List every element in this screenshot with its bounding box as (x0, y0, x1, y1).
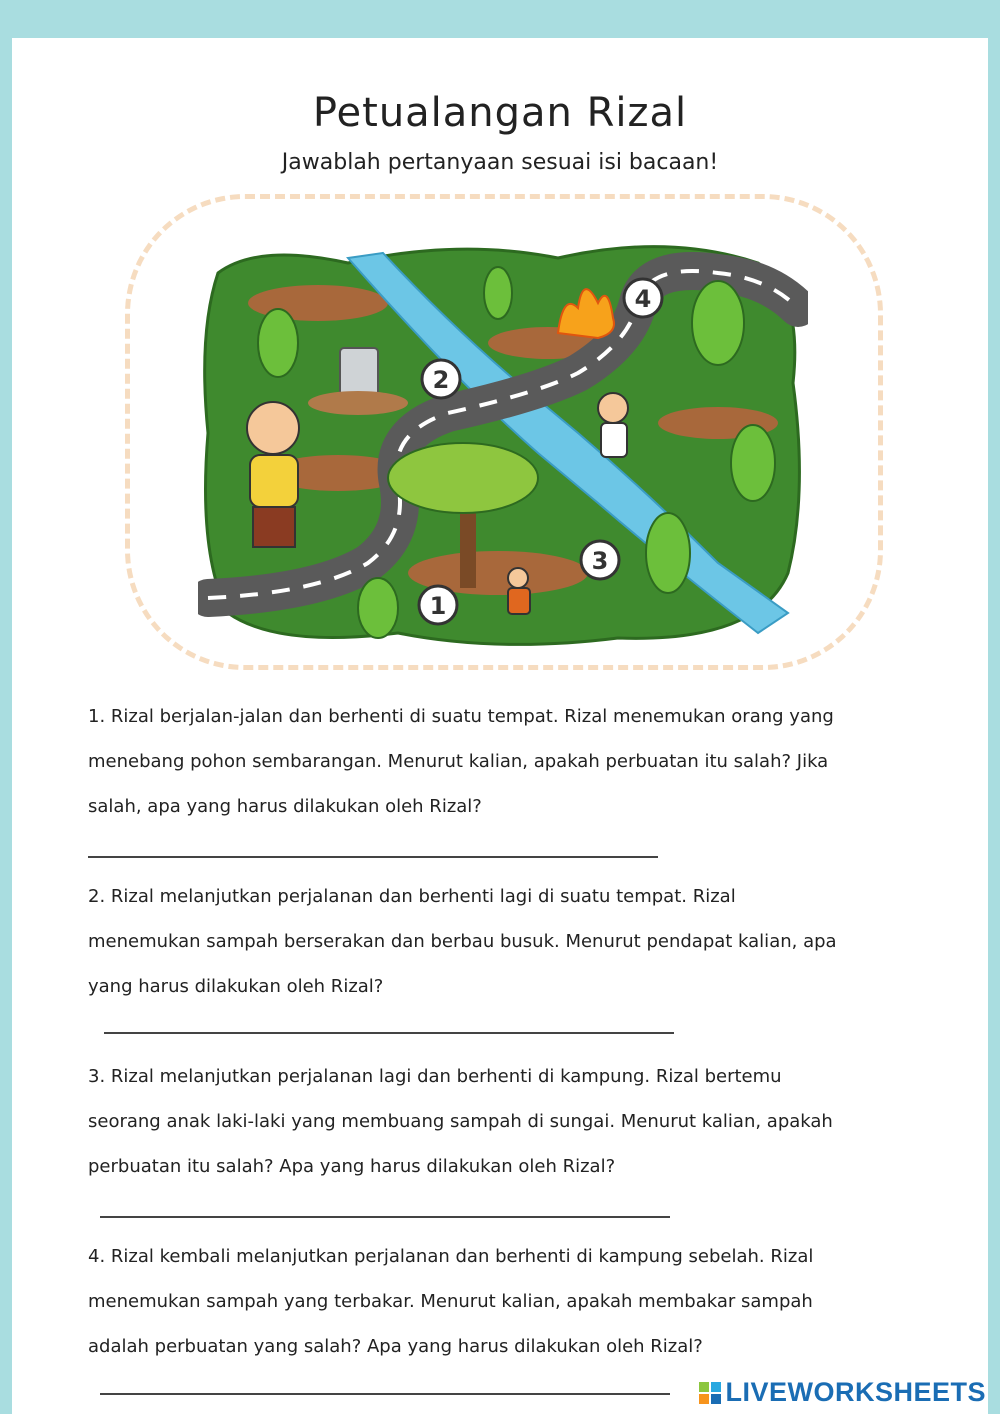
question-line: salah, apa yang harus dilakukan oleh Rizal? (88, 796, 482, 817)
rizal-body (250, 455, 298, 507)
question-line: menebang pohon sembarangan. Menurut kalian, apakah perbuatan itu salah? Jika (88, 751, 829, 772)
question-4 (88, 1234, 948, 1369)
liveworksheets-icon (699, 1382, 721, 1404)
tree-crown (388, 443, 538, 513)
woodcutter-body (508, 588, 530, 614)
bush (258, 309, 298, 377)
question-line: 2. Rizal melanjutkan perjalanan dan berhenti lagi di suatu tempat. Rizal (88, 886, 736, 907)
marker-4 (624, 279, 662, 317)
trash-bin (340, 348, 378, 398)
question-2 (88, 874, 948, 1009)
answer-line-3[interactable] (100, 1216, 670, 1218)
question-line: yang harus dilakukan oleh Rizal? (88, 976, 384, 997)
liveworksheets-logo[interactable] (699, 1377, 986, 1408)
answer-line-2[interactable] (104, 1032, 674, 1034)
bush (692, 281, 744, 365)
marker-2 (422, 360, 460, 398)
worksheet-page (12, 38, 988, 1414)
page-subtitle: Jawablah pertanyaan sesuai isi bacaan! (281, 150, 719, 175)
marker-label: 2 (432, 366, 450, 394)
question-line: menemukan sampah berserakan dan berbau busuk. Menurut pendapat kalian, apa (88, 931, 837, 952)
page-title: Petualangan Rizal (312, 90, 688, 136)
question-line: 4. Rizal kembali melanjutkan perjalanan dan berhenti di kampung sebelah. Rizal (88, 1246, 814, 1267)
marker-label: 3 (591, 547, 609, 575)
question-line: seorang anak laki-laki yang membuang sampah di sungai. Menurut kalian, apakah (88, 1111, 833, 1132)
adventure-map-illustration (198, 233, 808, 653)
question-3 (88, 1054, 948, 1189)
question-1 (88, 694, 948, 829)
bush (646, 513, 690, 593)
boy-body (601, 423, 627, 457)
brand-text: LIVEWORKSHEETS (725, 1377, 986, 1407)
bush (731, 425, 775, 501)
question-line: 1. Rizal berjalan-jalan dan berhenti di suatu tempat. Rizal menemukan orang yang (88, 706, 834, 727)
question-line: menemukan sampah yang terbakar. Menurut kalian, apakah membakar sampah (88, 1291, 813, 1312)
answer-line-4[interactable] (100, 1393, 670, 1395)
boy-head (598, 393, 628, 423)
rizal-head (247, 402, 299, 454)
trash-pile (308, 391, 408, 415)
answer-line-1[interactable] (88, 856, 658, 858)
question-line: adalah perbuatan yang salah? Apa yang harus dilakukan oleh Rizal? (88, 1336, 703, 1357)
question-line: perbuatan itu salah? Apa yang harus dilakukan oleh Rizal? (88, 1156, 616, 1177)
marker-1 (419, 586, 457, 624)
marker-3 (581, 541, 619, 579)
marker-label: 4 (634, 285, 652, 313)
bush (484, 267, 512, 319)
rizal-legs (253, 507, 295, 547)
question-line: 3. Rizal melanjutkan perjalanan lagi dan berhenti di kampung. Rizal bertemu (88, 1066, 782, 1087)
marker-label: 1 (429, 592, 447, 620)
bush (358, 578, 398, 638)
woodcutter-head (508, 568, 528, 588)
